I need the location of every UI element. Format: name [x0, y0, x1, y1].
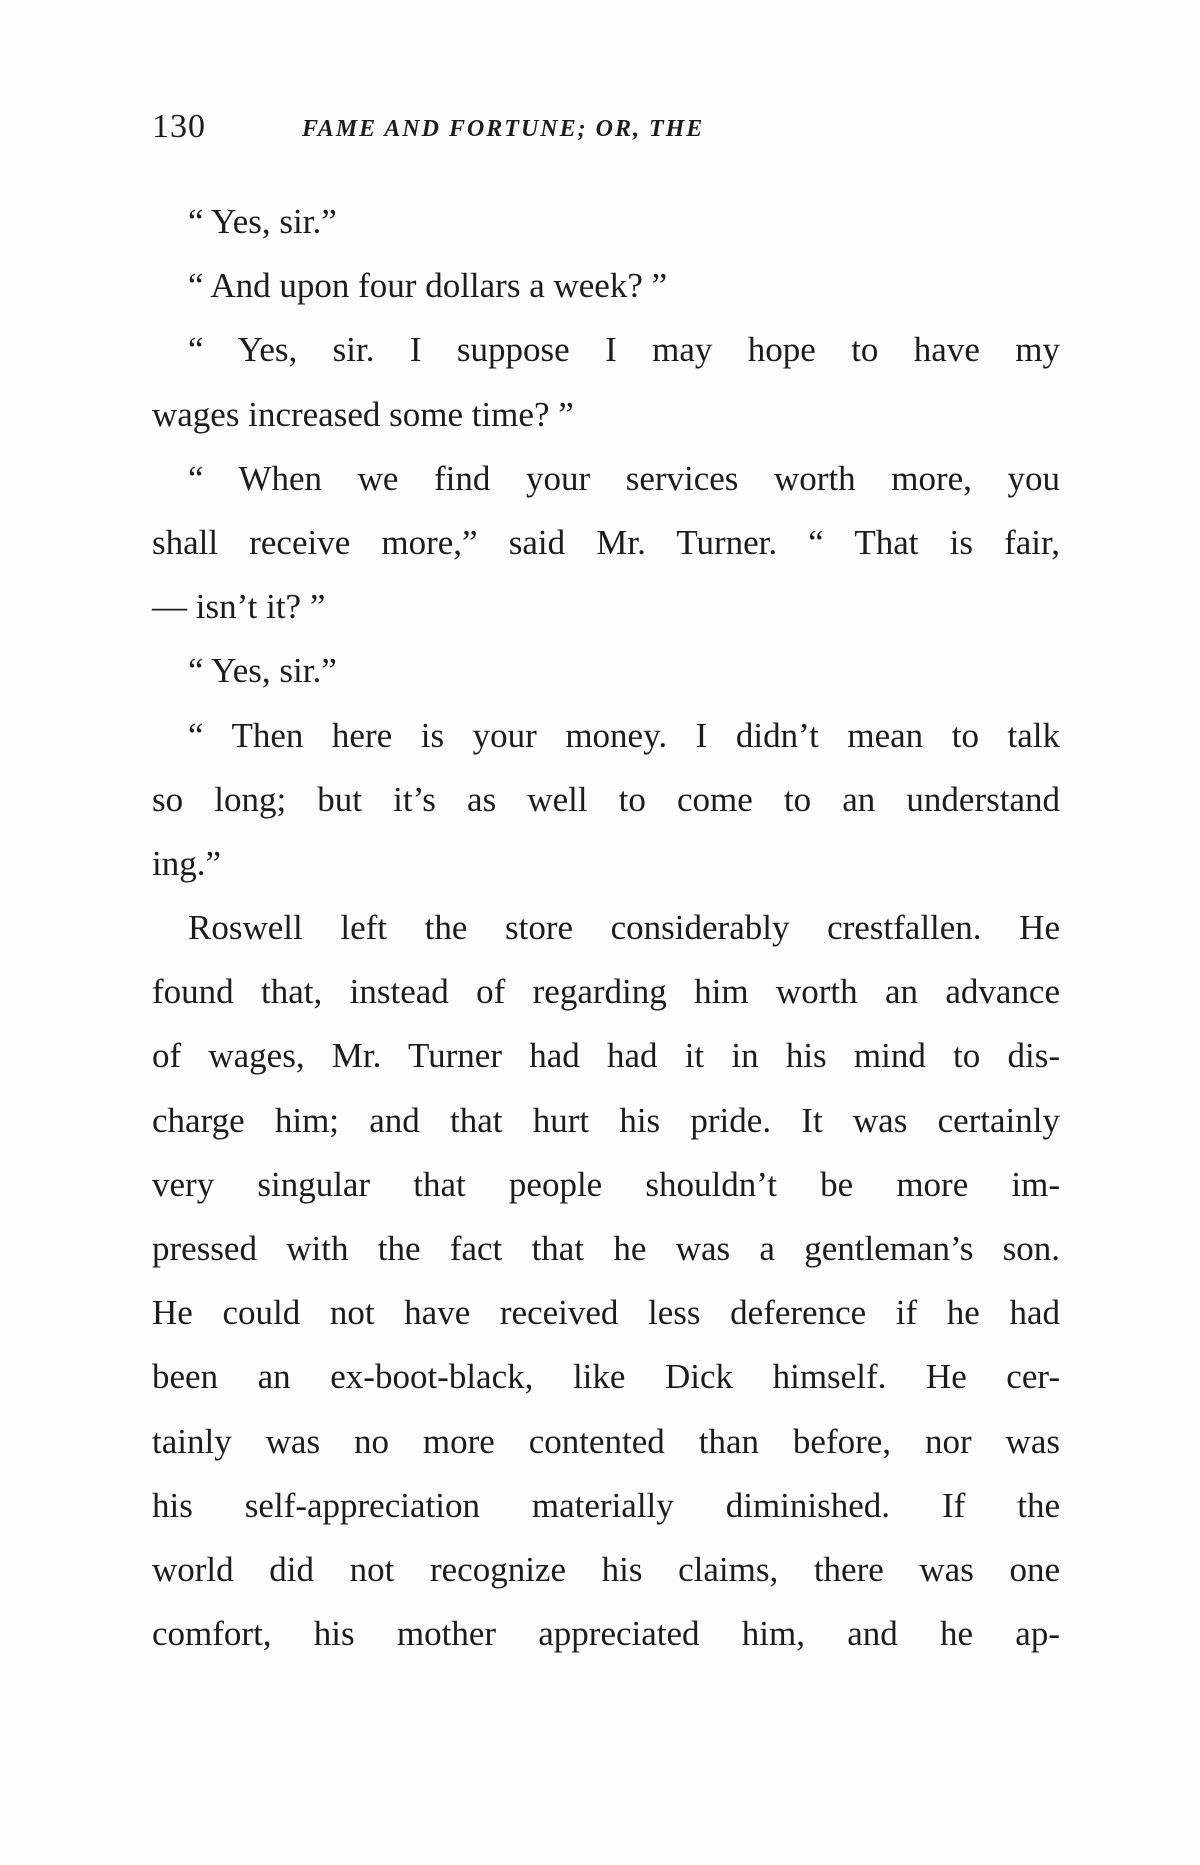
text-line: charge him; and that hurt his pride. It was certainly	[152, 1100, 1060, 1140]
text-line: He could not have received less deference if he had	[152, 1293, 1060, 1333]
text-line: “ And upon four dollars a week? ”	[188, 266, 668, 306]
running-title: FAME AND FORTUNE; OR, THE	[302, 116, 705, 142]
text-line: wages increased some time? ”	[152, 394, 574, 434]
text-line: “ Then here is your money. I didn’t mean to talk	[188, 715, 1060, 755]
page-number: 130	[152, 108, 206, 145]
text-line: “ Yes, sir.”	[188, 202, 337, 241]
text-line: so long; but it’s as well to come to an understand	[152, 779, 1060, 819]
running-head	[152, 108, 1052, 158]
text-line: shall receive more,” said Mr. Turner. “ That is fair,	[152, 522, 1060, 562]
text-line: been an ex-boot-black, like Dick himself. He cer-	[152, 1357, 1060, 1397]
text-line: comfort, his mother appreciated him, and he ap-	[152, 1614, 1060, 1654]
text-line: ing.”	[152, 843, 222, 883]
text-line: Roswell left the store considerably crestfallen. He	[188, 908, 1060, 948]
text-line: of wages, Mr. Turner had had it in his mind to dis-	[152, 1036, 1060, 1076]
text-line: “ Yes, sir. I suppose I may hope to have my	[188, 330, 1060, 370]
text-line: tainly was no more contented than before, nor was	[152, 1421, 1060, 1461]
text-line: “ When we find your services worth more, you	[188, 458, 1060, 498]
text-line: very singular that people shouldn’t be more im-	[152, 1164, 1060, 1204]
text-line: “ Yes, sir.”	[188, 651, 337, 691]
text-line: his self-appreciation materially diminished. If the	[152, 1485, 1060, 1525]
text-line: — isn’t it? ”	[152, 587, 326, 627]
body-text	[152, 190, 1060, 1666]
text-line: world did not recognize his claims, there was one	[152, 1549, 1060, 1589]
text-line: found that, instead of regarding him worth an advance	[152, 972, 1060, 1012]
text-line: pressed with the fact that he was a gentleman’s son.	[152, 1229, 1060, 1268]
